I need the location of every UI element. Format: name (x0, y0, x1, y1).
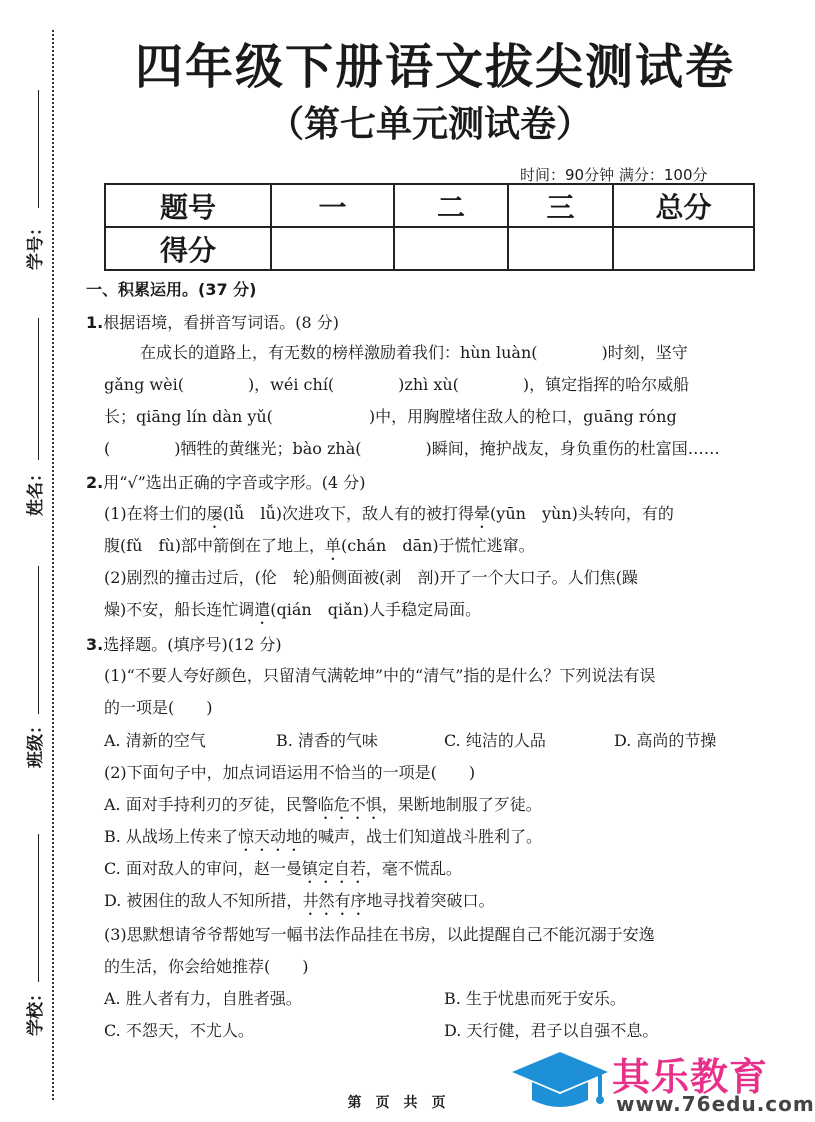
text-span: B. 从战场上传来了 (104, 827, 238, 846)
text-span: (chán dān)于慌忙逃窜。 (340, 536, 535, 555)
option-b: B. 生于忧患而死于安乐。 (444, 989, 626, 1008)
q1-line: 在成长的道路上，有无数的榜样激励着我们：hùn luàn( )时刻，坚守 (140, 343, 688, 362)
dotted-phrase: 临危不惧 (317, 795, 382, 814)
option-a: A. 胜人者有力，自胜者强。 (104, 989, 302, 1008)
q1-line: gǎng wèi( )，wéi chí( )zhì xù( )，镇定指挥的哈尔威船 (104, 375, 690, 394)
q2-line (104, 503, 674, 532)
score-table-score-row (105, 227, 754, 270)
q1-line: 长；qiāng lín dàn yǔ( )中，用胸膛堵住敌人的枪口，guāng róng (104, 407, 677, 426)
option-a: A. 清新的空气 (104, 731, 206, 750)
text-span: D. 被困住的敌人不知所措， (104, 891, 303, 910)
q3-line: 的生活，你会给她推荐( ) (104, 957, 309, 976)
score-input-1[interactable] (271, 227, 394, 270)
page-subtitle: （第七单元测试卷） (267, 104, 592, 145)
side-blank-xuehao[interactable] (38, 90, 39, 208)
question-number: 2. (86, 473, 104, 492)
score-cell: 题号 (105, 184, 271, 227)
text-span: (qián qiǎn)人手稳定局面。 (270, 600, 482, 619)
text-span: (yūn yùn)头转向，有的 (490, 504, 674, 523)
section-heading: 一、积累运用。(37 分) (86, 280, 257, 299)
side-label-banji: 班级： (26, 717, 46, 768)
question-text: 用“√”选出正确的字音或字形。(4 分) (103, 473, 366, 492)
score-cell: 二 (394, 184, 508, 227)
question-text: 选择题。(填序号)(12 分) (103, 635, 282, 654)
side-label-xuexiao: 学校： (26, 985, 46, 1036)
question-number: 3. (86, 635, 104, 654)
q3-line: (1)“不要人夸好颜色，只留清气满乾坤”中的“清气”指的是什么？下列说法有误 (104, 666, 656, 685)
text-span: (lǚ lǚ)次进攻下，敌人有的被打得 (222, 504, 475, 523)
q3-line: (2)下面句子中，加点词语运用不恰当的一项是( ) (104, 763, 476, 782)
question-number: 1. (86, 313, 104, 332)
text-span: ，毫不慌乱。 (365, 859, 462, 878)
score-input-2[interactable] (394, 227, 508, 270)
score-cell: 一 (271, 184, 394, 227)
q2-line: (2)剧烈的撞击过后，(伦 轮)船侧面被(剥 剖)开了一个大口子。人们焦(躁 (104, 568, 638, 587)
text-span: A. 面对手持利刃的歹徒，民警 (104, 795, 318, 814)
dotted-char: 晕 (474, 504, 491, 523)
dotted-char: 单 (324, 536, 341, 555)
dotted-phrase: 镇定自若 (301, 859, 366, 878)
side-label-xuehao: 学号： (26, 219, 46, 270)
q2-line (104, 599, 481, 628)
side-blank-banji[interactable] (38, 566, 39, 714)
dotted-char: 遣 (254, 600, 271, 619)
question-text: 根据语境，看拼音写词语。(8 分) (103, 313, 339, 332)
score-cell: 三 (508, 184, 613, 227)
side-label-xingming: 姓名： (26, 465, 46, 516)
option-d: D. 高尚的节操 (614, 731, 717, 750)
text-span: ，果断地制服了歹徒。 (381, 795, 542, 814)
q3-option-line (104, 858, 462, 887)
score-table-header-row (105, 184, 754, 227)
q3-option-line (104, 794, 542, 823)
text-span: 腹(fǔ fù)部中箭倒在了地上， (104, 536, 325, 555)
text-span: C. 面对敌人的审问，赵一曼 (104, 859, 302, 878)
question-1-heading (86, 310, 339, 333)
page-footer: 第 页 共 页 (347, 1095, 446, 1111)
score-input-3[interactable] (508, 227, 613, 270)
q3-option-line (104, 826, 542, 855)
option-d: D. 天行健，君子以自强不息。 (444, 1021, 659, 1040)
graduation-cap-icon (508, 1046, 612, 1116)
q3-option-line (104, 890, 494, 919)
text-span: 地寻找着突破口。 (366, 891, 495, 910)
option-c: C. 纯洁的人品 (444, 731, 546, 750)
side-blank-xuexiao[interactable] (38, 834, 39, 982)
dotted-phrase: 井然有序 (302, 891, 367, 910)
text-span: 的喊声，战士们知道战斗胜利了。 (301, 827, 542, 846)
score-cell: 总分 (613, 184, 754, 227)
time-info: 时间：90分钟 满分：100分 (520, 166, 708, 184)
binding-line (52, 30, 54, 1100)
question-3-heading (86, 632, 282, 655)
logo-url: www.76edu.com (616, 1092, 815, 1116)
score-input-total[interactable] (613, 227, 754, 270)
text-span: 燥)不安，船长连忙调 (104, 600, 255, 619)
q1-line: ( )牺牲的黄继光；bào zhà( )瞬间，掩护战友，身负重伤的杜富国…… (104, 439, 720, 458)
question-2-heading (86, 470, 366, 493)
q2-line (104, 535, 535, 564)
score-table (104, 183, 755, 271)
dotted-phrase: 惊天动地 (237, 827, 302, 846)
q3-line: 的一项是( ) (104, 698, 213, 717)
page-title: 四年级下册语文拔尖测试卷 (134, 39, 735, 95)
score-cell: 得分 (105, 227, 271, 270)
dotted-char: 屡 (206, 504, 223, 523)
q3-line: (3)思默想请爷爷帮她写一幅书法作品挂在书房，以此提醒自己不能沉溺于安逸 (104, 925, 655, 944)
side-blank-xingming[interactable] (38, 318, 39, 460)
logo-name: 其乐教育 (612, 1055, 769, 1099)
text-span: (1)在将士们的 (104, 504, 207, 523)
option-c: C. 不怨天，不尤人。 (104, 1021, 254, 1040)
option-b: B. 清香的气味 (276, 731, 378, 750)
